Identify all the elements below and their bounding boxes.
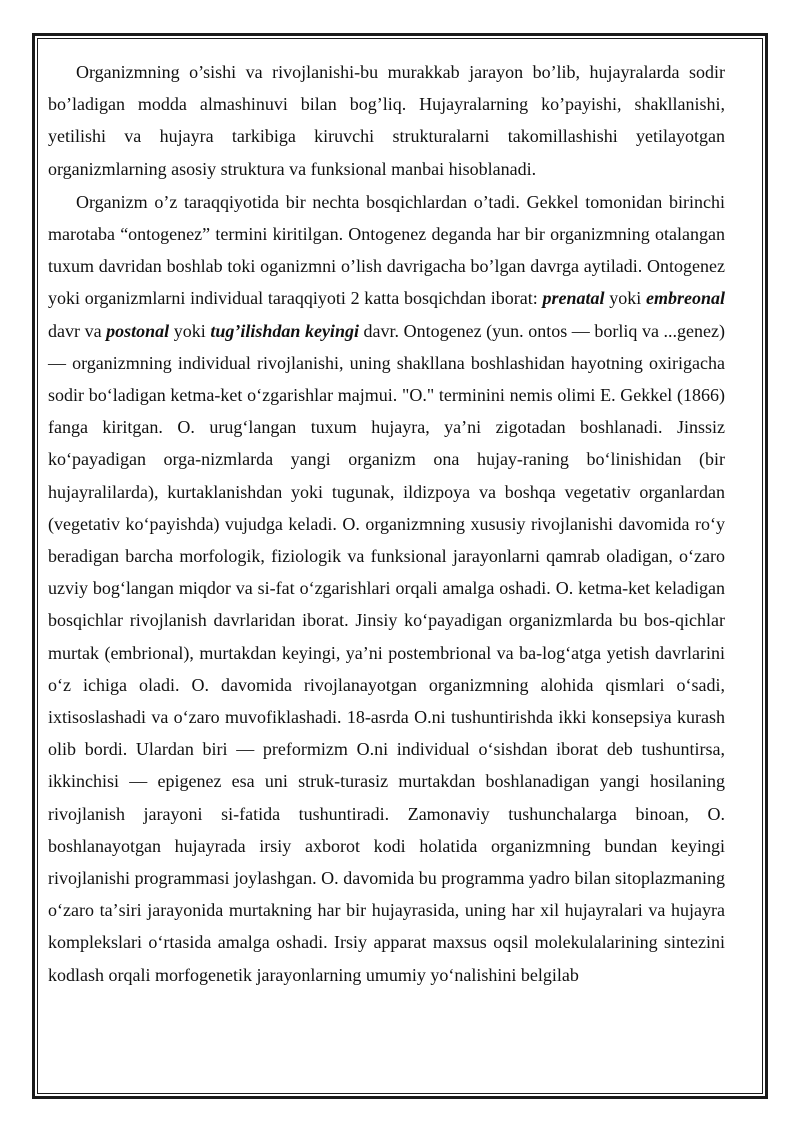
term-embreonal: embreonal — [645, 288, 725, 309]
paragraph-text: davr. Ontogenez (yun. ontos — borliq va ...genez) — organizmning individual rivojlanishi, uning shakllana boshlashidan hayotning oxirigacha sodir boʻladigan ketma-ket oʻzgarishlar majmui. "O." terminini nemis olimi E. Gekkel (1866) fanga kiritgan. O. urugʻlangan tuxum hujayra, yaʼni zigotadan boshlanadi. Jinssiz koʻpayadigan orga-nizmlarda yangi organizm ona hujay-raning boʻlinishidan (bir hujayralilarda), kurtaklanishdan yoki tugunak, ildizpoya va boshqa vegetativ organlardan (vegetativ koʻpayishda) vujudga keladi. O. organizmning xususiy rivojlanishi davomida roʻy beradigan barcha morfologik, fiziologik va funksional jarayonlarni qamrab oladigan, oʻzaro uzviy bogʻlangan miqdor va si-fat oʻzgarishlari orqali amalga oshadi. O. ketma-ket keladigan bosqichlar rivojlanish davrlaridan iborat. Jinsiy koʻpayadigan organizmlarda bu bos-qichlar murtak (embrional), murtakdan keyingi, yaʼni postembrional va ba-logʻatga yetish davrlarini oʻz ichiga oladi. O. davomida rivojlanayotgan organizmning alohida qismlari oʻsadi, ixtisoslashadi va oʻzaro muvofiklashadi. 18-asrda O.ni tushuntirishda ikki konsepsiya kurash olib bordi. Ulardan biri — preformizm O.ni individual oʻsishdan iborat deb tushuntirsa, ikkinchisi — epigenez esa uni struk-turasiz murtakdan boshlanadigan yangi hosilaning rivojlanish jarayoni si-fatida tushuntiradi. Zamonaviy tushunchalarga binoan, O. boshlanayotgan hujayrada irsiy axborot kodi holatida organizmning bundan keyingi rivojlanishi programmasi joylashgan. O. davomida bu programma yadro bilan sitoplazmaning oʻzaro taʼsiri jarayonida murtakning har bir hujayrasida, uning har xil hujayralari va hujayra komplekslari oʻrtasida amalga oshadi. Irsiy apparat maxsus oqsil molekulalarining sintezini kodlash orqali morfogenetik jarayonlarning umumiy yoʻnalishini belgilab — [48, 320, 725, 985]
document-body — [48, 56, 725, 991]
term-after-birth: tug’ilishdan keyingi — [210, 320, 359, 341]
paragraph-ontogenesis — [48, 186, 725, 991]
paragraph-text: Organizmning o’sishi va rivojlanishi-bu murakkab jarayon bo’lib, hujayralarda sodir bo’ladigan modda almashinuvi bilan bog’liq. Hujayralarning ko’payishi, shakllanishi, yetilishi va hujayra tarkibiga kiruvchi strukturalarni takomillashishi yetilayotgan organizmlarning asosiy struktura va funksional manbai hisoblanadi. — [48, 62, 725, 179]
paragraph-organism-growth — [48, 56, 725, 185]
term-postonal: postonal — [106, 320, 170, 341]
term-prenatal: prenatal — [542, 288, 605, 309]
paragraph-text: davr va — [48, 320, 107, 341]
paragraph-text: Organizm o’z taraqqiyotida bir nechta bosqichlardan o’tadi. Gekkel tomonidan birinchi marotaba “ontogenez” termini kiritilgan. Ontogenez deganda har bir organizmning otalangan tuxum davridan boshlab toki oganizmni o’lish davrigacha bo’lgan davrga aytiladi. Ontogenez yoki organizmlarni individual taraqqiyoti 2 katta bosqichdan iborat: — [48, 191, 725, 309]
paragraph-text: yoki — [169, 320, 211, 341]
paragraph-text: yoki — [604, 288, 646, 309]
